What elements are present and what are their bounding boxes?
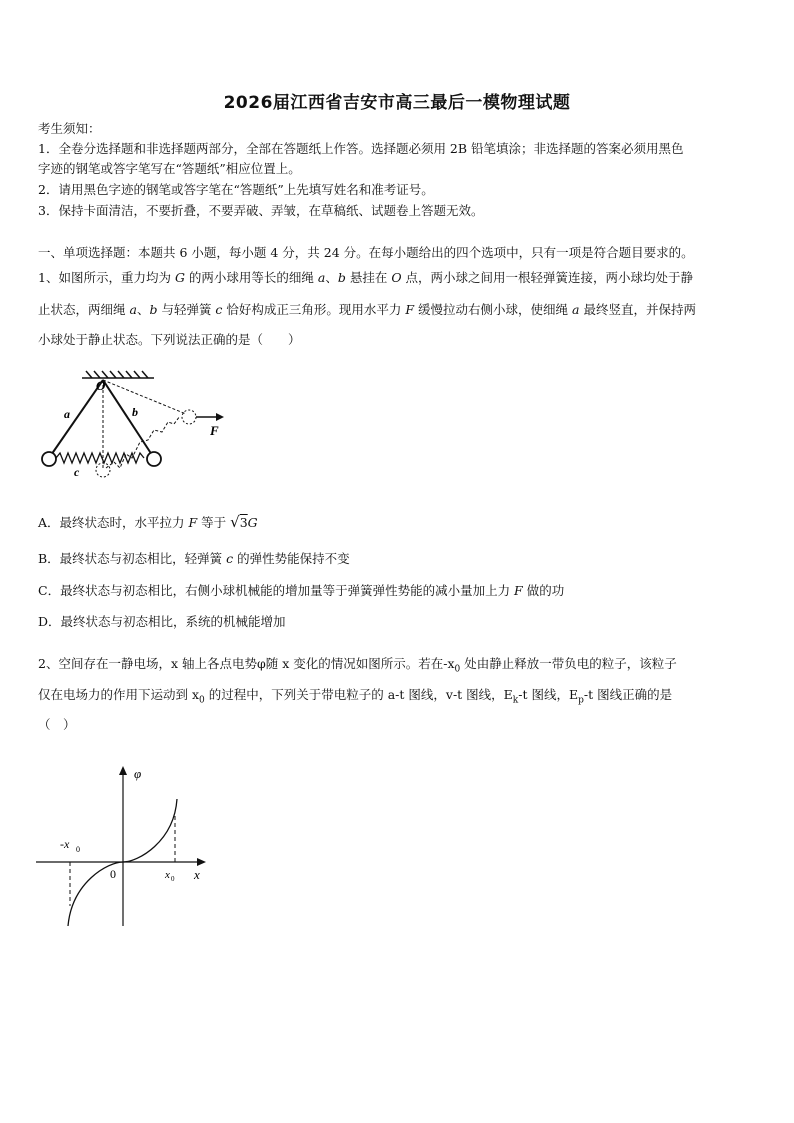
q1-spring-pendulum-figure (36, 370, 236, 495)
phi-label: φ (134, 766, 142, 781)
label-a: a (64, 407, 70, 421)
q2-potential-graph (34, 758, 214, 930)
label-c: c (74, 465, 80, 479)
q2-stem-line-2: 仅在电场力的作用下运动到 $x_0$ 的过程中，下列关于带电粒子的 a-t 图线，v-t 图线，$E_k-t$ 图线，$E_p-t$ 图线正确的是 (38, 687, 673, 706)
notice-item-1-line-1: 1．全卷分选择题和非选择题两部分，全部在答题纸上作答。选择题必须用 2B 铅笔填涂；非选择题的答案必须用黑色 (38, 141, 684, 156)
string-a (49, 380, 103, 458)
x0-label: x (165, 869, 170, 881)
x0-subscript: 0 (171, 875, 175, 883)
left-ball (42, 452, 56, 466)
force-f-arrowhead (216, 413, 224, 421)
neg-x0-subscript: 0 (76, 845, 80, 854)
q1-option-d: D．最终状态与初态相比，系统的机械能增加 (38, 614, 286, 629)
notice-item-2: 2．请用黑色字迹的钢笔或答字笔在“答题纸”上先填写姓名和准考证号。 (38, 182, 434, 197)
q1-option-b: B．最终状态与初态相比，轻弹簧 c 的弹性势能保持不变 (38, 551, 350, 566)
q2-stem-line-3: （ ） (38, 717, 76, 732)
right-ball (147, 452, 161, 466)
x-axis-arrowhead (197, 858, 206, 866)
spring-c (56, 453, 144, 463)
string-b (103, 380, 154, 458)
ceiling-support (82, 371, 154, 378)
q1-option-c: C．最终状态与初态相比，右侧小球机械能的增加量等于弹簧弹性势能的减小量加上力 F 做的功 (38, 583, 565, 598)
origin-label: 0 (110, 867, 116, 881)
page-title: 2026届江西省吉安市高三最后一模物理试题 (223, 93, 571, 113)
label-f: F (210, 423, 219, 438)
phi-axis-arrowhead (119, 766, 127, 775)
q1-stem-line-2: 止状态，两细绳 a、b 与轻弹簧 c 恰好构成正三角形。现用水平力 F 缓慢拉动右侧小球，使细绳 a 最终竖直，并保持两 (38, 302, 696, 317)
label-o: O (96, 378, 106, 393)
q1-option-a: A．最终状态时，水平拉力 F 等于 √3G (38, 513, 258, 531)
q2-stem-line-1: 2、空间存在一静电场，x 轴上各点电势φ随 x 变化的情况如图所示。若在$-x_0$ 处由静止释放一带负电的粒子，该粒子 (38, 656, 677, 675)
q1-stem-line-1: 1、如图所示，重力均为 G 的两小球用等长的细绳 a、b 悬挂在 O 点，两小球之间用一根轻弹簧连接，两小球均处于静 (38, 270, 694, 285)
neg-x0-label: -x (60, 837, 70, 851)
right-ball-final-dashed (182, 410, 196, 424)
q1-stem-line-3: 小球处于静止状态。下列说法正确的是（ ） (38, 332, 301, 347)
notice-item-3: 3．保持卡面清洁，不要折叠，不要弄破、弄皱，在草稿纸、试题卷上答题无效。 (38, 203, 484, 218)
x-axis-label: x (194, 867, 200, 882)
label-b: b (132, 405, 138, 419)
final-string-b-dashed (103, 380, 186, 414)
section-heading: 一、单项选择题：本题共 6 小题，每小题 4 分，共 24 分。在每小题给出的四个选项中，只有一项是符合题目要求的。 (38, 245, 694, 260)
notice-heading: 考生须知： (38, 121, 101, 136)
notice-item-1-line-2: 字迹的钢笔或答字笔写在“答题纸”相应位置上。 (38, 161, 301, 176)
